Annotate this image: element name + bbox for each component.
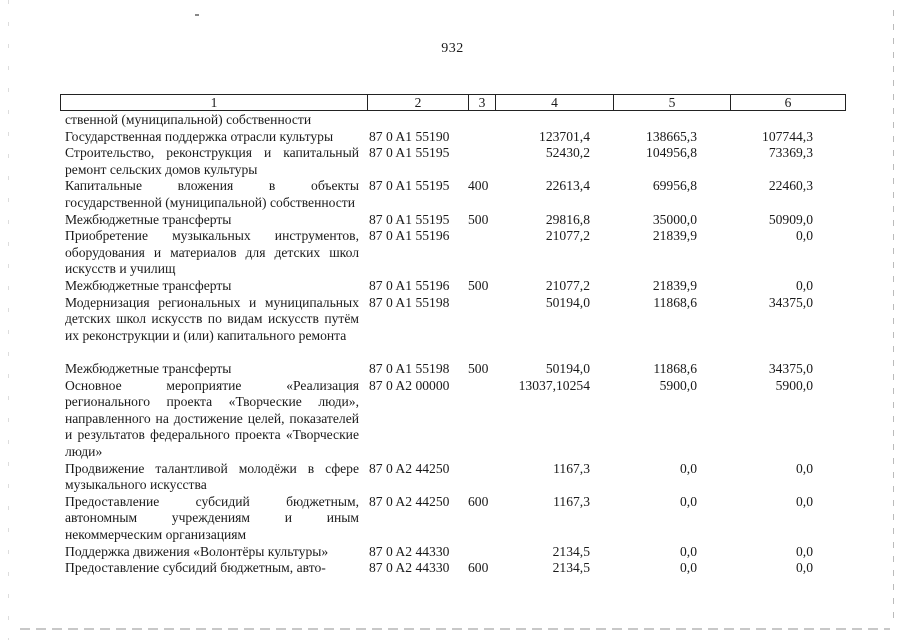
row-value-5: 21839,9 [652,277,697,293]
row-value-5: 5900,0 [659,377,697,393]
header-col-6: 6 [730,95,845,110]
table-row [0,361,905,378]
row-value-4: 123701,4 [539,128,590,144]
row-value-6: 5900,0 [775,377,813,393]
row-name: Предоставление субсидий бюджетным, авто- [65,560,326,576]
row-type: 400 [468,178,489,194]
row-value-5: 35000,0 [652,211,697,227]
table-row [0,295,905,361]
row-name: Межбюджетные трансферты [65,277,232,293]
header-col-4: 4 [495,95,613,110]
row-value-6: 34375,0 [768,360,813,376]
row-name: ственной (муниципальной) собственности [65,112,312,127]
table-row [0,212,905,229]
row-value-4: 2134,5 [552,543,590,559]
row-code: 87 0 A1 55196 [369,277,450,293]
row-code: 87 0 A1 55195 [369,145,450,161]
table-row [0,560,905,577]
row-code: 87 0 A1 55198 [369,294,450,310]
row-value-5: 0,0 [680,560,697,576]
row-value-4: 21077,2 [545,277,590,293]
row-value-6: 73369,3 [768,145,813,161]
row-code: 87 0 A1 55196 [369,228,450,244]
table-row [0,178,905,211]
row-name: Продвижение талантливой молодёжи в сфере музыкального искусства [65,460,359,493]
table-row [0,378,905,461]
row-code: 87 0 A1 55190 [369,128,450,144]
row-value-6: 0,0 [796,277,813,293]
row-value-6: 22460,3 [768,178,813,194]
row-value-6: 34375,0 [768,294,813,310]
row-name: Государственная поддержка отрасли культуры [65,128,334,144]
row-value-4: 1167,3 [553,493,590,509]
row-value-5: 21839,9 [652,228,697,244]
row-value-4: 50194,0 [545,360,590,376]
row-type: 600 [468,560,489,576]
row-value-6: 50909,0 [768,211,813,227]
row-name: Строительство, реконструкция и капитальный ремонт сельских домов культуры [65,145,359,177]
row-code: 87 0 A2 44250 [369,460,450,476]
table-header [60,94,846,111]
row-value-5: 104956,8 [646,145,697,161]
row-value-6: 0,0 [796,543,813,559]
row-value-4: 21077,2 [545,228,590,244]
row-name: Основное мероприятие «Реализация регионального проекта «Творческие люди», направленного на достижение целей, показателей и результатов федерального проекта «Творческие люди» [65,377,359,459]
row-value-5: 0,0 [680,493,697,509]
row-value-4: 52430,2 [545,145,590,161]
table-row [0,129,905,146]
row-code: 87 0 A2 44330 [369,560,450,576]
row-value-4: 22613,4 [545,178,590,194]
row-type: 500 [468,211,489,227]
row-value-5: 11868,6 [653,294,697,310]
row-name: Поддержка движения «Волонтёры культуры» [65,543,329,559]
row-name: Модернизация региональных и муниципальных детских школ искусств по видам искусств путём их реконструкции и (или) капитального ремонта [65,294,359,343]
row-value-6: 0,0 [796,460,813,476]
row-code: 87 0 A2 44250 [369,493,450,509]
row-code: 87 0 A1 55195 [369,178,450,194]
row-type: 600 [468,493,489,509]
row-value-4: 50194,0 [545,294,590,310]
row-value-4: 2134,5 [552,560,590,576]
scan-mark [195,14,199,16]
table-row [0,145,905,178]
table-row [0,461,905,494]
header-col-2: 2 [367,95,468,110]
row-name: Предоставление субсидий бюджетным, автономным учреждениям и иным некоммерческим организациям [65,493,359,542]
header-col-5: 5 [613,95,730,110]
row-name: Приобретение музыкальных инструментов, оборудования и материалов для детских школ искусств и училищ [65,228,359,277]
row-name: Капитальные вложения в объекты государственной (муниципальной) собственности [65,178,359,210]
scan-edge-bottom [20,628,890,630]
row-type: 500 [468,277,489,293]
page-number: 932 [441,41,464,56]
row-code: 87 0 A1 55198 [369,360,450,376]
row-value-6: 0,0 [796,493,813,509]
row-name: Межбюджетные трансферты [65,211,232,227]
header-col-3: 3 [468,95,495,110]
table-body [0,112,905,577]
row-name: Межбюджетные трансферты [65,360,232,376]
row-value-5: 0,0 [680,543,697,559]
row-type: 500 [468,360,489,376]
row-code: 87 0 A2 00000 [369,377,450,393]
row-value-4: 1167,3 [553,460,590,476]
row-value-5: 0,0 [680,460,697,476]
row-value-4: 13037,10254 [518,377,590,393]
row-value-6: 0,0 [796,560,813,576]
table-row [0,112,905,129]
header-col-1: 1 [210,95,218,110]
row-value-5: 11868,6 [653,360,697,376]
table-row [0,494,905,544]
row-code: 87 0 A2 44330 [369,543,450,559]
row-value-4: 29816,8 [545,211,590,227]
table-row [0,544,905,561]
row-value-6: 107744,3 [762,128,813,144]
row-value-5: 69956,8 [652,178,697,194]
table-row [0,228,905,278]
row-value-5: 138665,3 [646,128,697,144]
row-code: 87 0 A1 55195 [369,211,450,227]
table-row [0,278,905,295]
row-value-6: 0,0 [796,228,813,244]
